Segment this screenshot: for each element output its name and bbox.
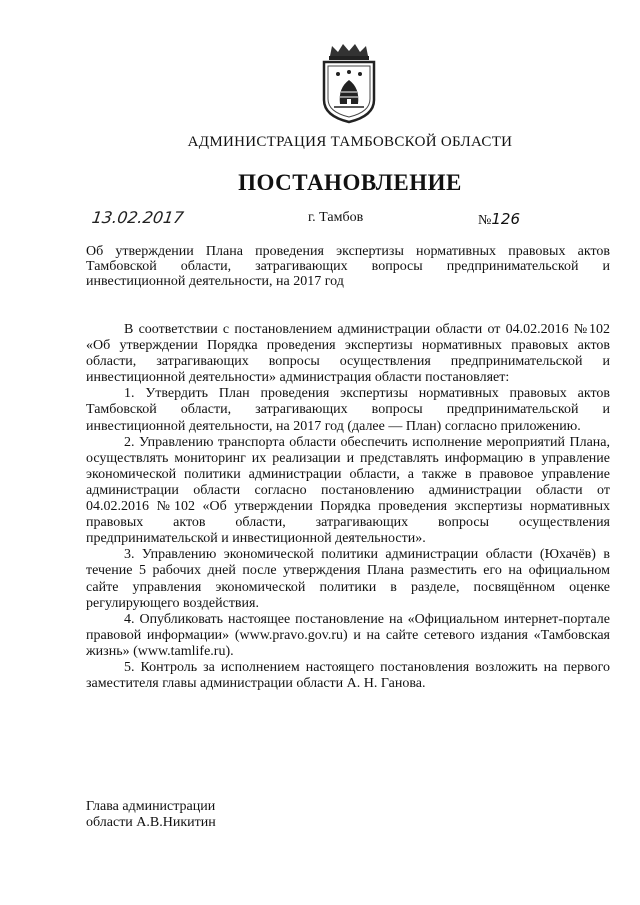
document-city: г. Тамбов [308,210,364,225]
document-type-title: ПОСТАНОВЛЕНИЕ [238,170,462,195]
body-paragraph-2: 2. Управлению транспорта области обеспечить исполнение мероприятий Плана, осуществлять мониторинг их реализации и представлять информацию в управление экономической политики администрации области, а также в правовое управление администрации области согласно постановлению администрации области от 04.02.2016 №102 «Об утверждении Порядка проведения экспертизы нормативных правовых актов области, затрагивающих вопросы осуществления предпринимательской и инвестиционной деятельности». [86,434,610,547]
signature-block [86,799,216,831]
signature-title: Глава администрации [86,799,216,814]
document-body [86,322,610,692]
number-value: 126 [491,210,520,228]
body-paragraph-4: 4. Опубликовать настоящее постановление на «Официальном интернет-портале правовой информации» (www.pravo.gov.ru) и на сайте сетевого издания «Тамбовская жизнь» (www.tamlife.ru). [86,611,610,659]
body-paragraph-5: 5. Контроль за исполнением настоящего постановления возложить на первого заместителя главы администрации области А. Н. Ганова. [86,659,610,692]
document-number [478,210,520,229]
body-paragraph-1: 1. Утвердить План проведения экспертизы нормативных правовых актов Тамбовской области, затрагивающих вопросы предпринимательской и инвестиционной деятельности, на 2017 год (далее — План) согласно приложению. [86,386,610,434]
body-paragraph-3: 3. Управлению экономической политики администрации области (Юхачёв) в течение 5 рабочих дней после утверждения Плана разместить его на официальном сайте управления экономической политики в разделе, посвящённом оценке регулирующего воздействия. [86,547,610,611]
document-date: 13.02.2017 [90,208,185,227]
body-paragraph-preamble: В соответствии с постановлением администрации области от 04.02.2016 №102 «Об утверждении Порядка проведения экспертизы нормативных правовых актов области, затрагивающих вопросы осуществления предпринимательской и инвестиционной деятельности» администрация области постановляет: [86,322,610,386]
organization-title: АДМИНИСТРАЦИЯ ТАМБОВСКОЙ ОБЛАСТИ [187,134,513,150]
coat-of-arms-icon [318,42,380,124]
number-prefix: № [478,213,492,228]
signature-name: области А.В.Никитин [86,815,216,830]
document-subject: Об утверждении Плана проведения экспертизы нормативных правовых актов Тамбовской области, затрагивающих вопросы предпринимательской и инвестиционной деятельности, на 2017 год [86,244,610,289]
